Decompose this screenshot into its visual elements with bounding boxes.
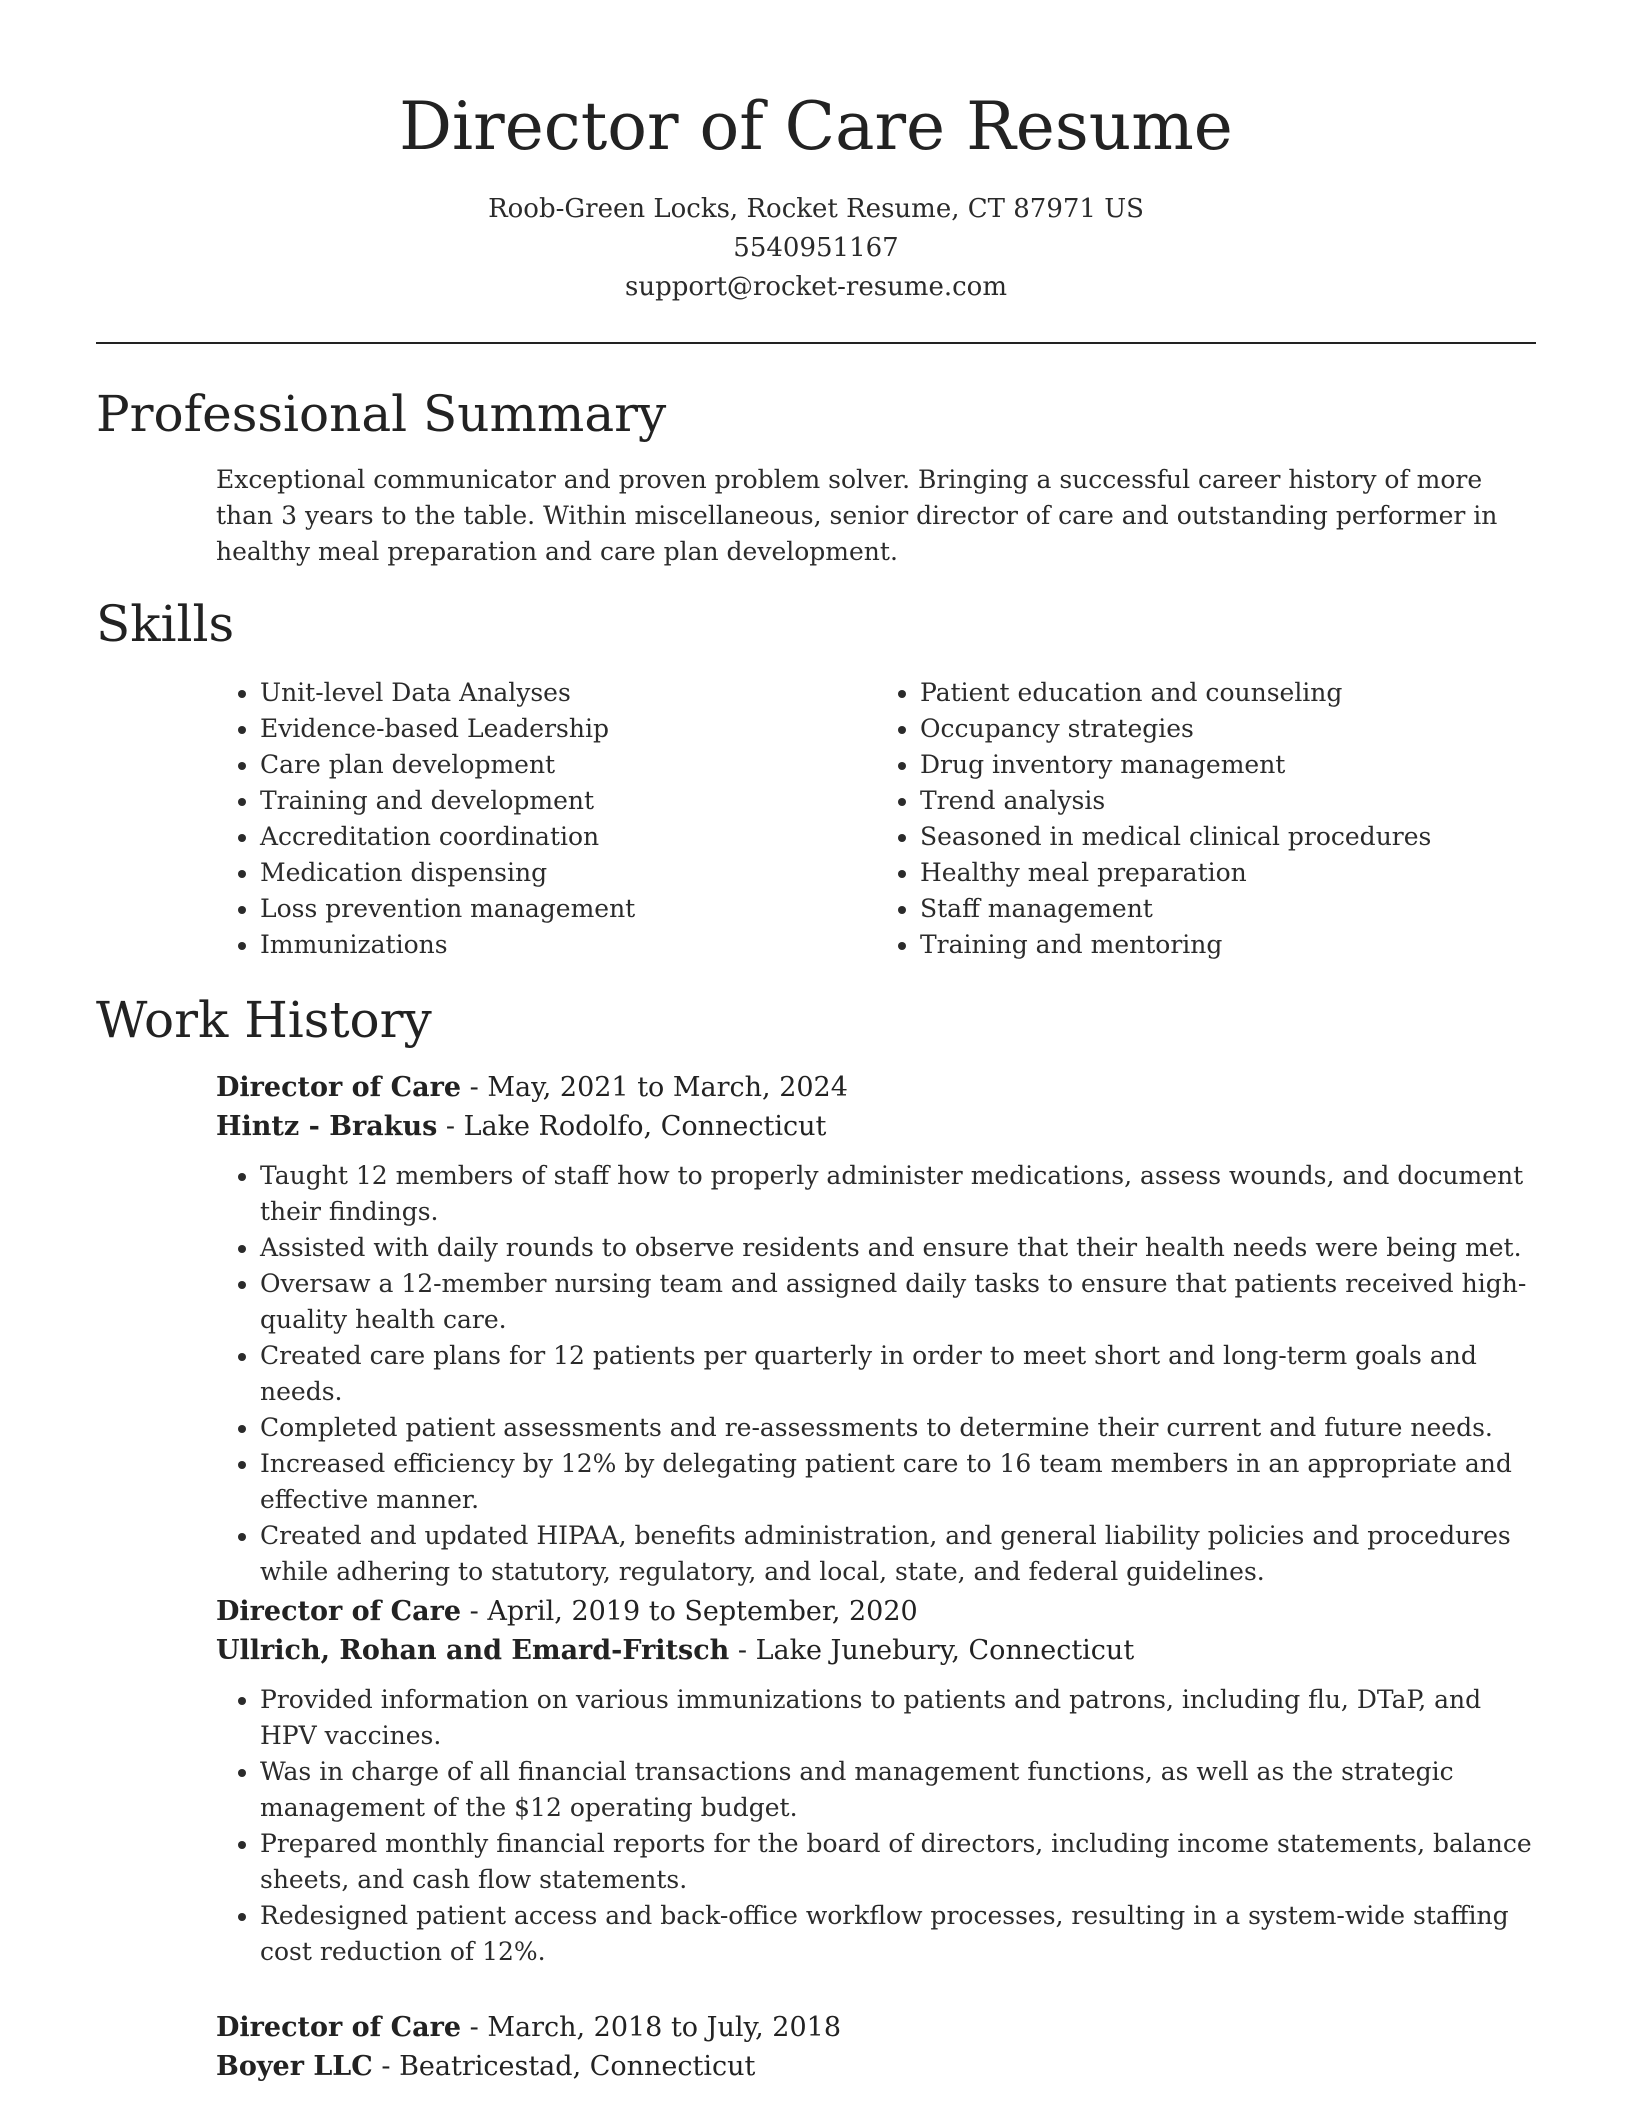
job-location: - Lake Rodolfo, Connecticut [437, 1111, 827, 1142]
job-entry [216, 1068, 1536, 1590]
job-bullet: • Was in charge of all financial transactions and management functions, as well as the strategic management of the $12 operating budget. [260, 1754, 1536, 1826]
job-company: Boyer LLC [216, 2051, 373, 2082]
job-bullet: • Created care plans for 12 patients per quarterly in order to meet short and long-term goals and needs. [260, 1338, 1536, 1410]
skill-item: • Drug inventory management [920, 747, 1536, 783]
job-bullet: • Oversaw a 12-member nursing team and assigned daily tasks to ensure that patients received high-quality health care. [260, 1266, 1536, 1338]
skill-item: • Healthy meal preparation [920, 855, 1536, 891]
job-entry [216, 1592, 1536, 1970]
skill-item: • Training and mentoring [920, 927, 1536, 963]
skills-column-right [876, 675, 1536, 963]
skill-item: • Occupancy strategies [920, 711, 1536, 747]
skill-item: • Care plan development [260, 747, 876, 783]
contact-phone: 5540951167 [733, 233, 899, 263]
job-bullets [216, 1158, 1536, 1590]
job-bullet: • Increased efficiency by 12% by delegating patient care to 16 team members in an appropriate and effective manner. [260, 1446, 1536, 1518]
header-divider [96, 342, 1536, 344]
skills-column-left [216, 675, 876, 963]
contact-address: Roob-Green Locks, Rocket Resume, CT 87971 US [488, 194, 1144, 224]
job-bullet: • Taught 12 members of staff how to properly administer medications, assess wounds, and document their findings. [260, 1158, 1536, 1230]
job-location: - Beatricestad, Connecticut [372, 2051, 756, 2082]
job-bullet: • Created and updated HIPAA, benefits administration, and general liability policies and procedures while adhering to statutory, regulatory, and local, state, and federal guidelines. [260, 1518, 1536, 1590]
job-entry [216, 2008, 1536, 2086]
resume-title: Director of Care Resume [399, 88, 1233, 165]
job-title: Director of Care [216, 1072, 462, 1103]
job-title-line [216, 1592, 1536, 1631]
skill-item: • Loss prevention management [260, 891, 876, 927]
section-heading-skills: Skills [96, 595, 235, 653]
job-company-line [216, 1631, 1536, 1670]
skill-item: • Evidence-based Leadership [260, 711, 876, 747]
skill-item: • Unit-level Data Analyses [260, 675, 876, 711]
job-title: Director of Care [216, 2012, 462, 2043]
skills-list [216, 675, 1536, 963]
skill-item: • Training and development [260, 783, 876, 819]
job-title-line [216, 1068, 1536, 1107]
job-bullets [216, 1682, 1536, 1970]
skill-item: • Accreditation coordination [260, 819, 876, 855]
skill-item: • Patient education and counseling [920, 675, 1536, 711]
job-company: Ullrich, Rohan and Emard-Fritsch [216, 1635, 730, 1666]
skill-item: • Trend analysis [920, 783, 1536, 819]
section-heading-work-history: Work History [96, 991, 432, 1049]
skill-item: • Staff management [920, 891, 1536, 927]
job-dates: - March, 2018 to July, 2018 [461, 2012, 842, 2043]
skill-item: • Immunizations [260, 927, 876, 963]
job-company: Hintz - Brakus [216, 1111, 438, 1142]
job-title-line [216, 2008, 1536, 2047]
contact-email: support@rocket-resume.com [624, 272, 1007, 302]
job-title: Director of Care [216, 1596, 462, 1627]
job-company-line [216, 1107, 1536, 1146]
skill-item: • Medication dispensing [260, 855, 876, 891]
job-bullet: • Assisted with daily rounds to observe residents and ensure that their health needs were being met. [260, 1230, 1536, 1266]
section-heading-summary: Professional Summary [96, 385, 667, 443]
job-bullet: • Provided information on various immunizations to patients and patrons, including flu, DTaP, and HPV vaccines. [260, 1682, 1536, 1754]
job-bullet: • Completed patient assessments and re-assessments to determine their current and future needs. [260, 1410, 1536, 1446]
contact-block [0, 190, 1632, 307]
job-location: - Lake Junebury, Connecticut [729, 1635, 1135, 1666]
job-bullet: • Redesigned patient access and back-office workflow processes, resulting in a system-wide staffing cost reduction of 12%. [260, 1898, 1536, 1970]
skill-item: • Seasoned in medical clinical procedures [920, 819, 1536, 855]
job-dates: - May, 2021 to March, 2024 [461, 1072, 848, 1103]
summary-text: Exceptional communicator and proven problem solver. Bringing a successful career history of more than 3 years to the table. Within miscellaneous, senior director of care and outstanding performer in healthy meal preparation and care plan development. [216, 465, 1498, 566]
job-company-line [216, 2047, 1536, 2086]
resume-header [0, 0, 1632, 307]
job-bullet: • Prepared monthly financial reports for the board of directors, including income statements, balance sheets, and cash flow statements. [260, 1826, 1536, 1898]
job-dates: - April, 2019 to September, 2020 [461, 1596, 918, 1627]
